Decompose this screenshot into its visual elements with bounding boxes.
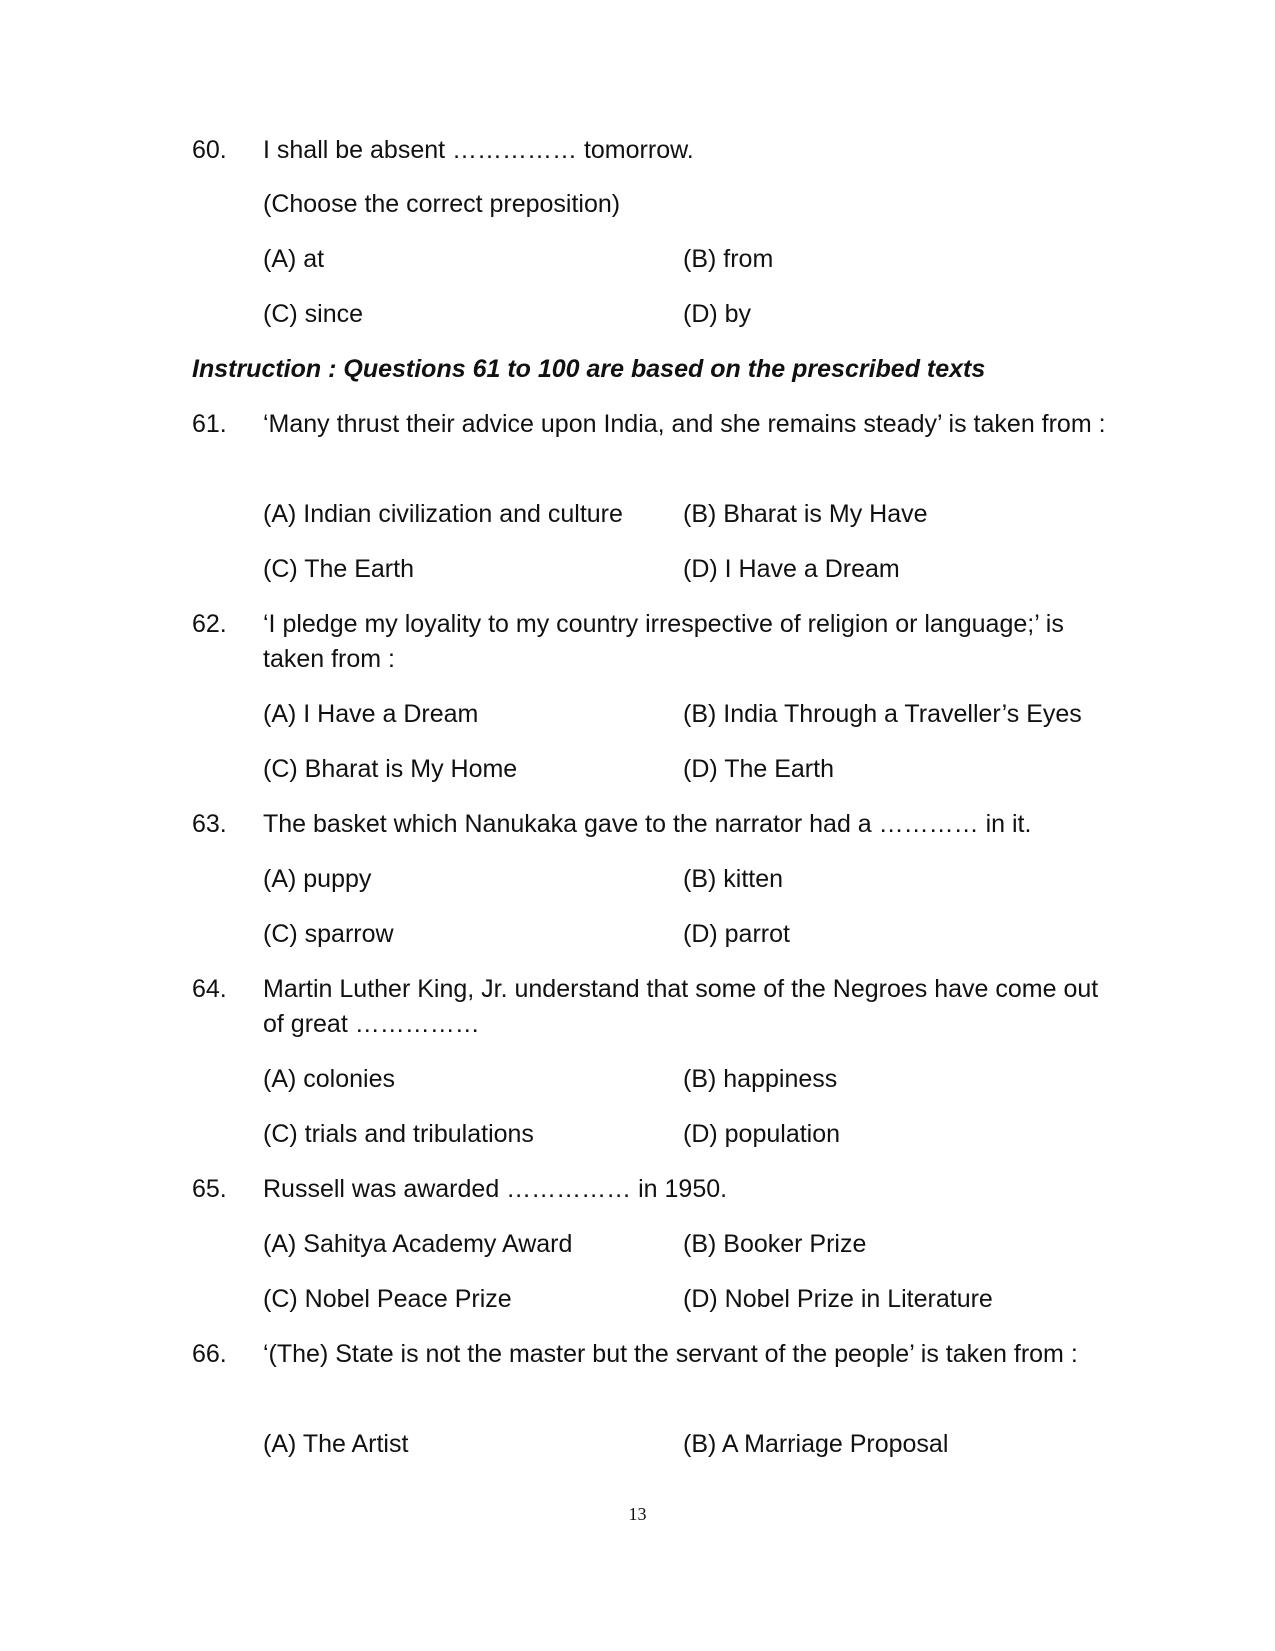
- question-number: 65.: [192, 1175, 227, 1203]
- option-a: (A) at: [263, 245, 325, 273]
- question-number: 62.: [192, 610, 227, 638]
- option-c: (C) Bharat is My Home: [263, 755, 518, 783]
- option-a: (A) puppy: [263, 865, 372, 893]
- question-61: [192, 407, 1122, 442]
- option-d: (D) population: [683, 1120, 841, 1148]
- question-subtext: (Choose the correct preposition): [263, 190, 621, 218]
- question-text: ‘Many thrust their advice upon India, and she remains steady’ is taken from :: [263, 410, 1106, 438]
- option-c: (C) since: [263, 300, 364, 328]
- question-text: Martin Luther King, Jr. understand that some of the Negroes have come out of great ……………: [263, 975, 1099, 1038]
- question-number: 61.: [192, 410, 227, 438]
- option-d: (D) Nobel Prize in Literature: [683, 1285, 993, 1313]
- question-number: 63.: [192, 810, 227, 838]
- option-d: (D) by: [683, 300, 752, 328]
- option-c: (C) trials and tribulations: [263, 1120, 534, 1148]
- option-b: (B) happiness: [683, 1065, 838, 1093]
- question-text: The basket which Nanukaka gave to the narrator had a ………… in it.: [263, 810, 1032, 838]
- instruction-heading: Instruction : Questions 61 to 100 are based on the prescribed texts: [192, 355, 986, 383]
- option-a: (A) The Artist: [263, 1430, 409, 1458]
- question-text: I shall be absent …………… tomorrow.: [263, 136, 694, 164]
- question-60: [192, 133, 1122, 168]
- option-b: (B) India Through a Traveller’s Eyes: [683, 700, 1082, 728]
- option-a: (A) I Have a Dream: [263, 700, 479, 728]
- question-64: [192, 972, 1122, 1042]
- question-text: ‘I pledge my loyality to my country irrespective of religion or language;’ is taken from :: [263, 610, 1064, 673]
- option-b: (B) Booker Prize: [683, 1230, 867, 1258]
- question-number: 60.: [192, 136, 227, 164]
- page-number: 13: [628, 1504, 647, 1524]
- question-66: [192, 1337, 1122, 1372]
- option-c: (C) The Earth: [263, 555, 414, 583]
- option-a: (A) colonies: [263, 1065, 395, 1093]
- option-a: (A) Indian civilization and culture: [263, 500, 623, 528]
- option-b: (B) kitten: [683, 865, 784, 893]
- option-d: (D) The Earth: [683, 755, 834, 783]
- question-number: 66.: [192, 1340, 227, 1368]
- option-b: (B) Bharat is My Have: [683, 500, 928, 528]
- question-text: Russell was awarded …………… in 1950.: [263, 1175, 728, 1203]
- question-text: ‘(The) State is not the master but the servant of the people’ is taken from :: [263, 1340, 1078, 1368]
- option-c: (C) sparrow: [263, 920, 394, 948]
- question-63: [192, 807, 1122, 842]
- option-d: (D) parrot: [683, 920, 790, 948]
- option-c: (C) Nobel Peace Prize: [263, 1285, 512, 1313]
- option-b: (B) A Marriage Proposal: [683, 1430, 949, 1458]
- option-d: (D) I Have a Dream: [683, 555, 900, 583]
- question-65: [192, 1172, 1122, 1207]
- question-number: 64.: [192, 975, 227, 1003]
- question-62: [192, 607, 1122, 677]
- option-a: (A) Sahitya Academy Award: [263, 1230, 573, 1258]
- option-b: (B) from: [683, 245, 774, 273]
